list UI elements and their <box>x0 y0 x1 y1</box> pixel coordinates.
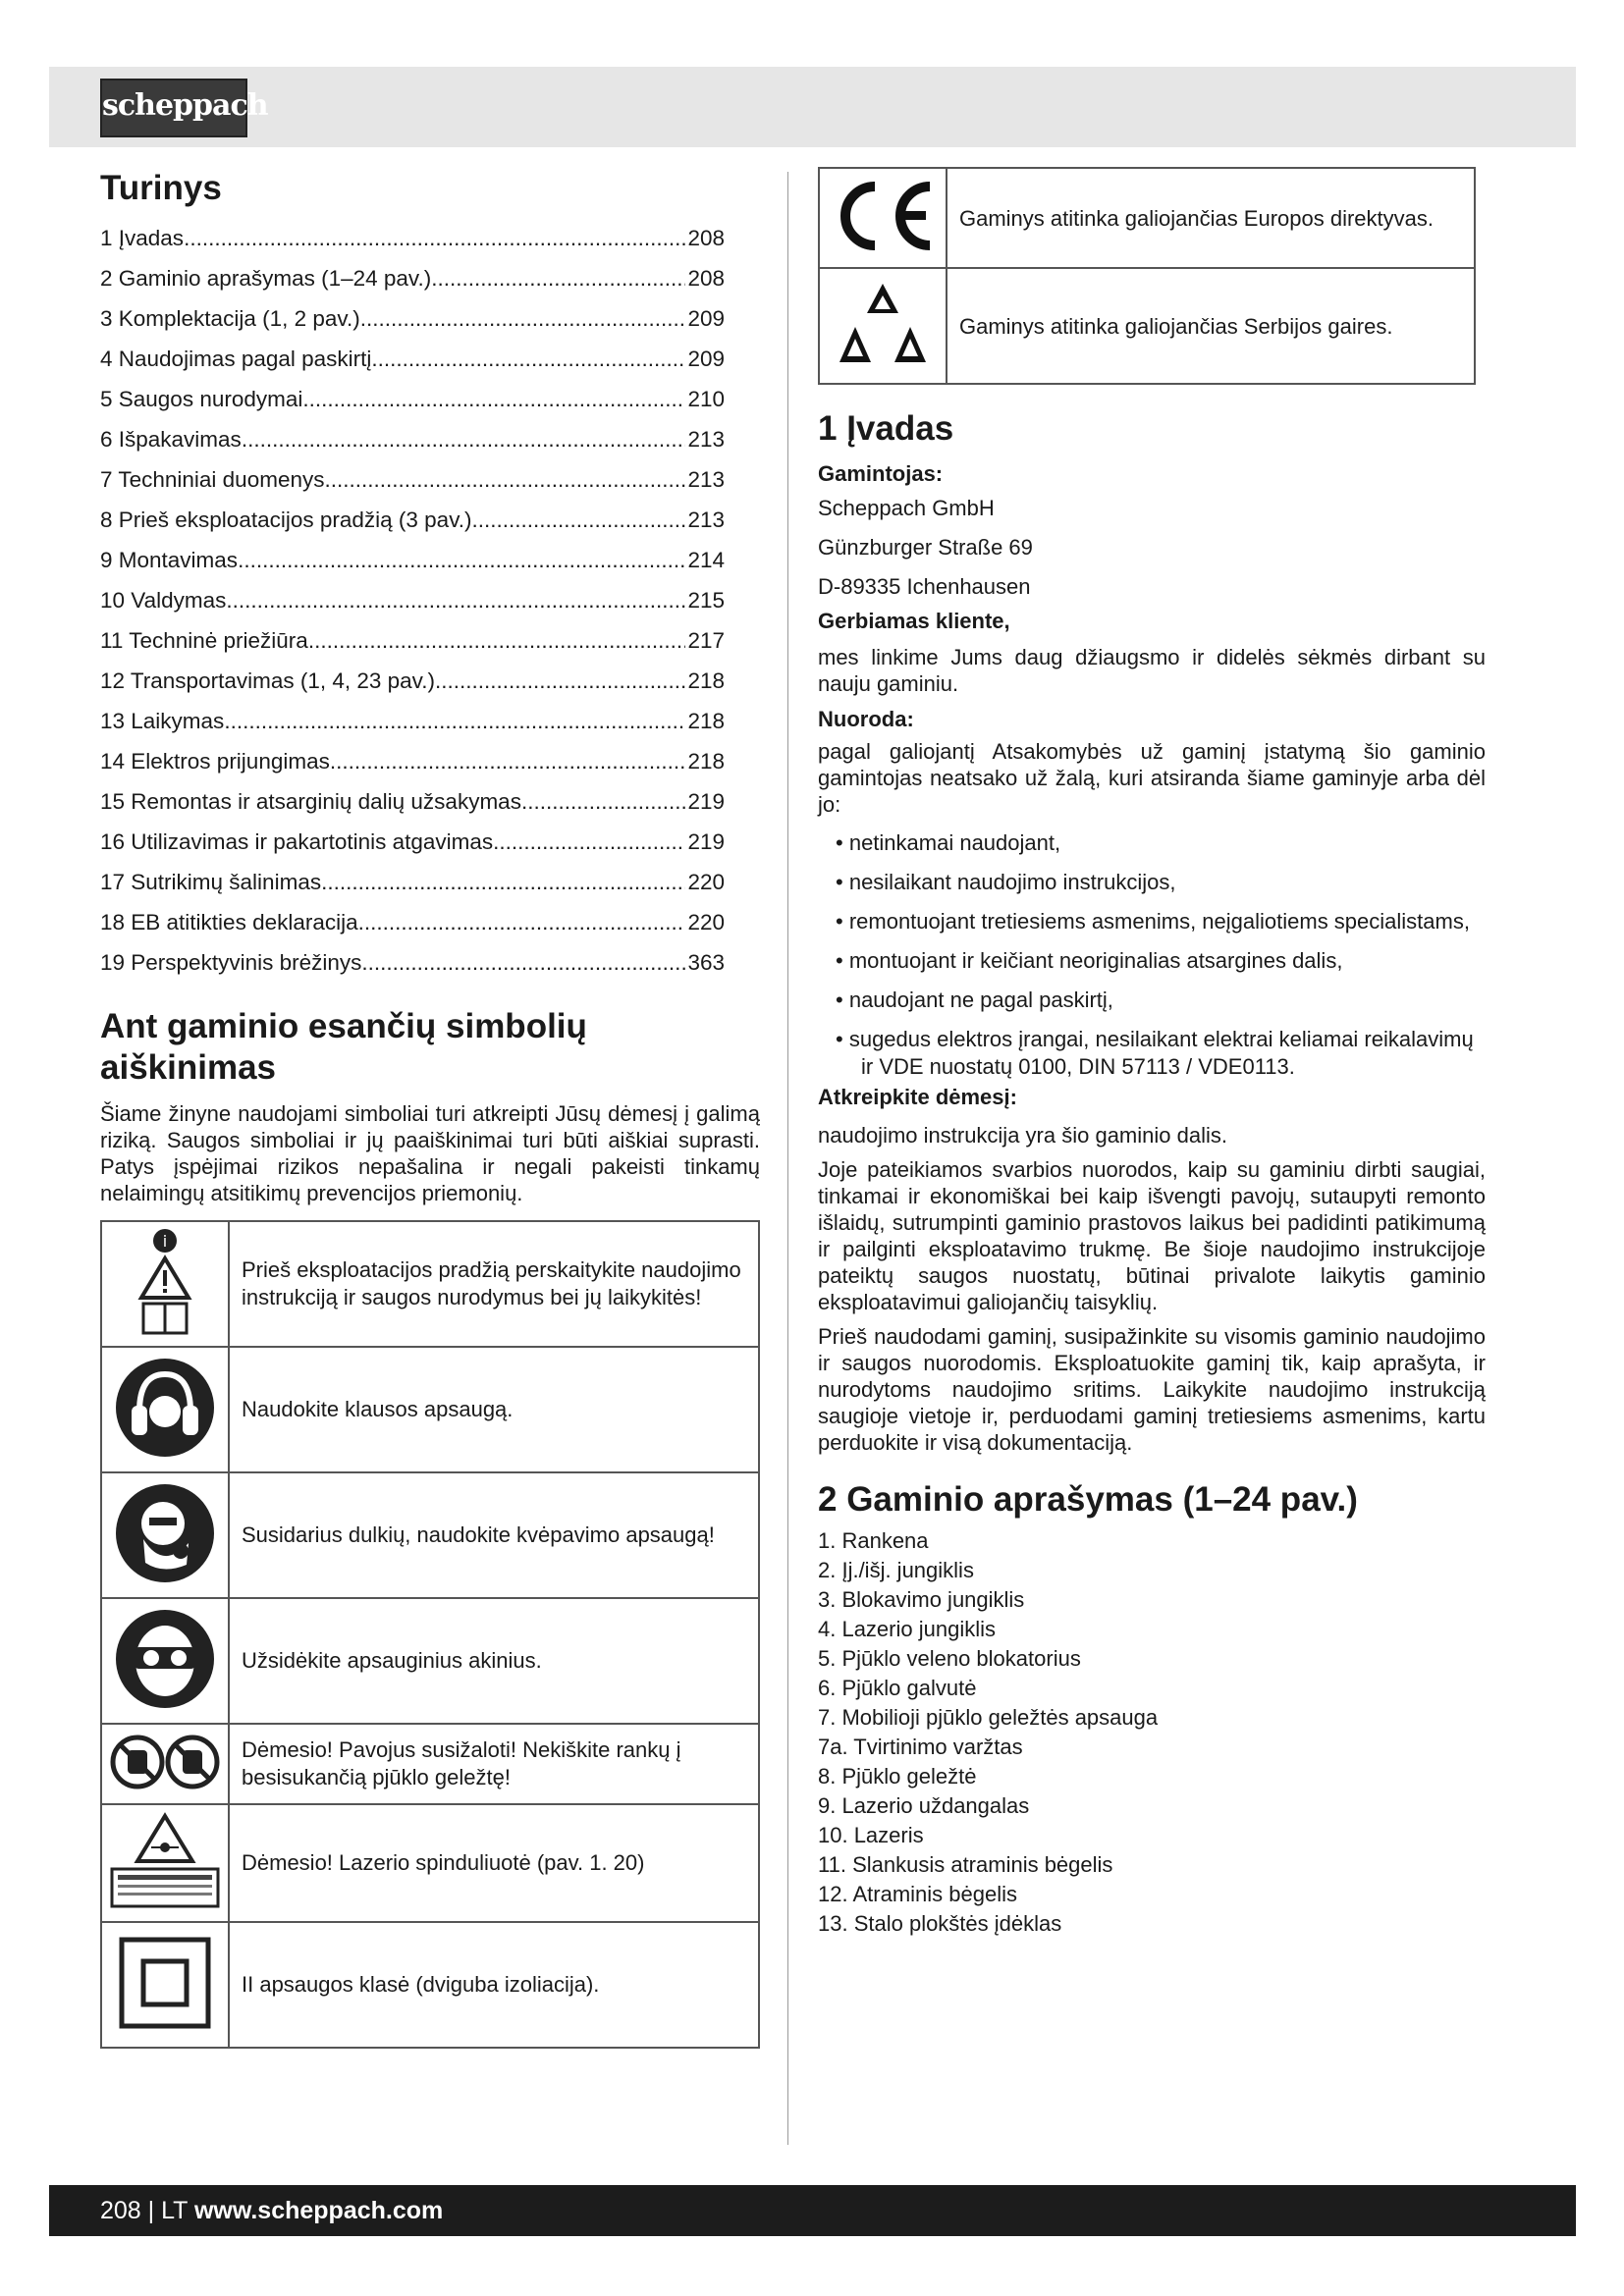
toc-leader <box>226 580 685 620</box>
intro-paragraph: Prieš naudodami gaminį, susipažinkite su visomis gaminio naudojimo ir saugos nuorodomis. Eksploatuokite gaminį tik, kaip aprašyta, ir nurodytoms naudojimo sritims. Laikykite naudojimo instrukciją saugioje vietoje ir, perduodami gaminį tretiesiems asmenims, kartu perduokite ir visą dokumentaciją. <box>818 1324 1486 1455</box>
part-item: 7. Mobilioji pjūklo geležtės apsauga <box>818 1705 1159 1730</box>
toc-item-label: 17 Sutrikimų šalinimas <box>100 870 322 894</box>
toc-leader <box>472 500 686 540</box>
toc-item-page: 363 <box>687 950 725 975</box>
toc-item-label: 10 Valdymas <box>100 588 227 613</box>
symbols-title: Ant gaminio esančių simbolių aiškinimas <box>100 1007 587 1087</box>
toc-item-page: 218 <box>687 668 725 693</box>
toc-item[interactable] <box>100 298 725 339</box>
right-column <box>818 167 1486 1939</box>
intro-paragraph: Joje pateikiamos svarbios nuorodos, kaip su gaminiu dirbti saugiai, tinkamai ir ekonomiškai bei kaip išvengti pavojų, sutaupyti remonto išlaidų, sutrumpinti gaminio prastovos laikus bei padidinti patikimumą ir pailginti eksploatavimo trukmę. Be šioje naudojimo instrukcijoje pateiktų saugos nuostatų, būtinai privalote laikytis gaminio eksploatavimui galiojančių taisyklių. <box>818 1157 1486 1314</box>
conformity-text: Gaminys atitinka galiojančias Serbijos gaires. <box>947 268 1475 384</box>
language-code: LT <box>161 2197 188 2224</box>
website-link[interactable]: www.scheppach.com <box>193 2197 444 2224</box>
toc-item-label: 3 Komplektacija (1, 2 pav.) <box>100 306 360 331</box>
table-of-contents <box>100 218 760 983</box>
double-insulation-icon <box>101 1922 229 2048</box>
toc-item[interactable] <box>100 942 725 983</box>
toc-item[interactable] <box>100 540 725 580</box>
toc-item-label: 12 Transportavimas (1, 4, 23 pav.) <box>100 668 435 693</box>
symbols-table <box>100 1220 760 2049</box>
symbol-text: Dėmesio! Pavojus susižaloti! Nekiškite rankų į besisukančią pjūklo geležtę! <box>229 1724 759 1804</box>
toc-leader <box>242 419 686 459</box>
symbol-row <box>101 1922 759 2048</box>
toc-leader <box>324 459 685 500</box>
symbol-row <box>101 1472 759 1598</box>
toc-item-label: 6 Išpakavimas <box>100 427 242 452</box>
toc-item-label: 2 Gaminio aprašymas (1–24 pav.) <box>100 266 432 291</box>
symbol-text: Prieš eksploatacijos pradžią perskaitykite naudojimo instrukciją ir saugos nurodymus bei jų laikykitės! <box>229 1221 759 1347</box>
part-item: 8. Pjūklo geležtė <box>818 1764 977 1789</box>
toc-title: Turinys <box>100 169 222 207</box>
toc-item-label: 14 Elektros prijungimas <box>100 749 330 774</box>
footer-text: 208 | LT www.scheppach.com <box>100 2197 444 2224</box>
toc-item-label: 16 Utilizavimas ir pakartotinis atgavimas <box>100 829 494 854</box>
toc-item-label: 4 Naudojimas pagal paskirtį <box>100 347 372 371</box>
part-item: 5. Pjūklo veleno blokatorius <box>818 1646 1081 1671</box>
list-item: • netinkamai naudojant, <box>836 830 1061 855</box>
toc-item-label: 19 Perspektyvinis brėžinys <box>100 950 362 975</box>
toc-item-page: 219 <box>687 829 725 854</box>
read-manual-icon <box>101 1221 229 1347</box>
toc-leader <box>184 218 685 258</box>
left-column <box>100 167 760 2049</box>
part-item: 1. Rankena <box>818 1528 929 1553</box>
parts-list <box>818 1526 1486 1939</box>
symbol-row <box>101 1804 759 1922</box>
note-label: Nuoroda: <box>818 707 914 731</box>
conformity-row <box>819 168 1475 268</box>
list-item: • naudojant ne pagal paskirtį, <box>836 988 1113 1012</box>
symbol-text: Dėmesio! Lazerio spinduliuotė (pav. 1. 20) <box>229 1804 759 1922</box>
intro-title: 1 Įvadas <box>818 409 954 448</box>
toc-item-page: 209 <box>687 347 725 371</box>
serbia-conformity-icon <box>819 268 947 384</box>
toc-item-page: 215 <box>687 588 725 613</box>
symbol-text: Susidarius dulkių, naudokite kvėpavimo apsaugą! <box>229 1472 759 1598</box>
safety-goggles-icon <box>101 1598 229 1724</box>
list-item: • nesilaikant naudojimo instrukcijos, <box>836 870 1176 894</box>
toc-leader <box>308 620 686 661</box>
toc-item-label: 13 Laikymas <box>100 709 225 733</box>
part-item: 2. Įj./išj. jungiklis <box>818 1558 974 1582</box>
symbol-row <box>101 1724 759 1804</box>
symbol-row <box>101 1347 759 1472</box>
toc-item-label: 18 EB atitikties deklaracija <box>100 910 358 934</box>
toc-item-page: 218 <box>687 749 725 774</box>
toc-item[interactable] <box>100 580 725 620</box>
toc-item-label: 5 Saugos nurodymai <box>100 387 303 411</box>
symbol-row <box>101 1221 759 1347</box>
toc-item-page: 219 <box>687 789 725 814</box>
toc-leader <box>361 942 685 983</box>
toc-item[interactable] <box>100 862 725 902</box>
respirator-icon <box>101 1472 229 1598</box>
toc-item[interactable] <box>100 419 725 459</box>
toc-leader <box>238 540 685 580</box>
list-item: • sugedus elektros įrangai, nesilaikant elektrai keliamai reikalavimų ir VDE nuostatų 0100, DIN 57113 / VDE0113. <box>836 1027 1474 1079</box>
toc-item-label: 8 Prieš eksploatacijos pradžią (3 pav.) <box>100 507 472 532</box>
toc-item-page: 213 <box>687 467 725 492</box>
part-item: 4. Lazerio jungiklis <box>818 1617 996 1641</box>
dear-label: Gerbiamas kliente, <box>818 609 1010 633</box>
footer-bar <box>49 2185 1576 2236</box>
toc-leader <box>358 902 686 942</box>
toc-item[interactable] <box>100 459 725 500</box>
toc-item-label: 9 Montavimas <box>100 548 239 572</box>
toc-leader <box>321 862 685 902</box>
manufacturer-label: Gamintojas: <box>818 461 944 486</box>
attention-text: naudojimo instrukcija yra šio gaminio dalis. <box>818 1123 1227 1148</box>
toc-item-label: 11 Techninė priežiūra <box>100 628 308 653</box>
toc-item-page: 209 <box>687 306 725 331</box>
toc-item-label: 7 Techniniai duomenys <box>100 467 325 492</box>
scheppach-logo: scheppach <box>100 79 247 137</box>
toc-item[interactable] <box>100 741 725 781</box>
page-number: 208 <box>100 2197 141 2224</box>
symbols-intro: Šiame žinyne naudojami simboliai turi atkreipti Jūsų dėmesį į galimą riziką. Saugos simboliai ir jų paaiškinimai turi būti aiškiai suprasti. Patys įspėjimai rizikos nepašalina ir negali pakeisti tinkamų nelaimingų atsitikimų prevencijos priemonių. <box>100 1101 760 1205</box>
toc-item[interactable] <box>100 620 725 661</box>
toc-leader <box>431 258 685 298</box>
part-item: 6. Pjūklo galvutė <box>818 1676 977 1700</box>
part-item: 10. Lazeris <box>818 1823 924 1847</box>
toc-item-page: 220 <box>687 870 725 894</box>
toc-item-page: 217 <box>687 628 725 653</box>
toc-item-page: 220 <box>687 910 725 934</box>
header-bar <box>49 67 1576 147</box>
toc-item-label: 1 Įvadas <box>100 226 185 250</box>
toc-item-page: 208 <box>687 266 725 291</box>
toc-leader <box>435 661 685 701</box>
no-hands-icon <box>101 1724 229 1804</box>
address-line: D-89335 Ichenhausen <box>818 574 1031 599</box>
part-item: 7a. Tvirtinimo varžtas <box>818 1735 1023 1759</box>
toc-leader <box>521 781 686 822</box>
toc-item-page: 210 <box>687 387 725 411</box>
conformity-text: Gaminys atitinka galiojančias Europos direktyvas. <box>947 168 1475 268</box>
column-divider <box>787 172 788 2145</box>
part-item: 9. Lazerio uždangalas <box>818 1793 1030 1818</box>
part-item: 12. Atraminis bėgelis <box>818 1882 1017 1906</box>
svg-text:i: i <box>162 1231 168 1251</box>
note-text: pagal galiojantį Atsakomybės už gaminį įstatymą šio gaminio gamintojas neatsako už žalą, kuri atsiranda šiame gaminyje arba dėl jo: <box>818 739 1486 817</box>
attention-label: Atkreipkite dėmesį: <box>818 1085 1017 1109</box>
toc-item-page: 218 <box>687 709 725 733</box>
address-line: Günzburger Straße 69 <box>818 535 1033 560</box>
toc-item-page: 213 <box>687 507 725 532</box>
toc-item[interactable] <box>100 902 725 942</box>
toc-item[interactable] <box>100 379 725 419</box>
laser-warning-icon <box>101 1804 229 1922</box>
toc-leader <box>330 741 686 781</box>
toc-item[interactable] <box>100 822 725 862</box>
symbol-text: Naudokite klausos apsaugą. <box>229 1347 759 1472</box>
symbol-text: Užsidėkite apsauginius akinius. <box>229 1598 759 1724</box>
toc-item-page: 214 <box>687 548 725 572</box>
toc-item[interactable] <box>100 781 725 822</box>
liability-list <box>818 829 1486 1081</box>
part-item: 11. Slankusis atraminis bėgelis <box>818 1852 1113 1877</box>
toc-item[interactable] <box>100 701 725 741</box>
toc-item[interactable] <box>100 339 725 379</box>
part-item: 3. Blokavimo jungiklis <box>818 1587 1025 1612</box>
conformity-table <box>818 167 1476 385</box>
toc-item-page: 208 <box>687 226 725 250</box>
conformity-row <box>819 268 1475 384</box>
symbol-row <box>101 1598 759 1724</box>
part-item: 13. Stalo plokštės įdėklas <box>818 1911 1062 1936</box>
toc-leader <box>371 339 685 379</box>
list-item: • montuojant ir keičiant neoriginalias atsargines dalis, <box>836 948 1343 973</box>
toc-item-label: 15 Remontas ir atsarginių dalių užsakymas <box>100 789 521 814</box>
address-line: Scheppach GmbH <box>818 496 995 520</box>
toc-leader <box>360 298 686 339</box>
product-title: 2 Gaminio aprašymas (1–24 pav.) <box>818 1480 1358 1519</box>
toc-item-page: 213 <box>687 427 725 452</box>
toc-item[interactable] <box>100 218 725 258</box>
ear-protection-icon <box>101 1347 229 1472</box>
toc-leader <box>224 701 685 741</box>
toc-item[interactable] <box>100 500 725 540</box>
dear-text: mes linkime Jums daug džiaugsmo ir didelės sėkmės dirbant su nauju gaminiu. <box>818 645 1486 696</box>
ce-mark-icon <box>819 168 947 268</box>
toc-item[interactable] <box>100 258 725 298</box>
list-item: • remontuojant tretiesiems asmenims, neįgaliotiems specialistams, <box>836 909 1470 934</box>
toc-item[interactable] <box>100 661 725 701</box>
toc-leader <box>493 822 685 862</box>
symbol-text: II apsaugos klasė (dviguba izoliacija). <box>229 1922 759 2048</box>
toc-leader <box>302 379 685 419</box>
